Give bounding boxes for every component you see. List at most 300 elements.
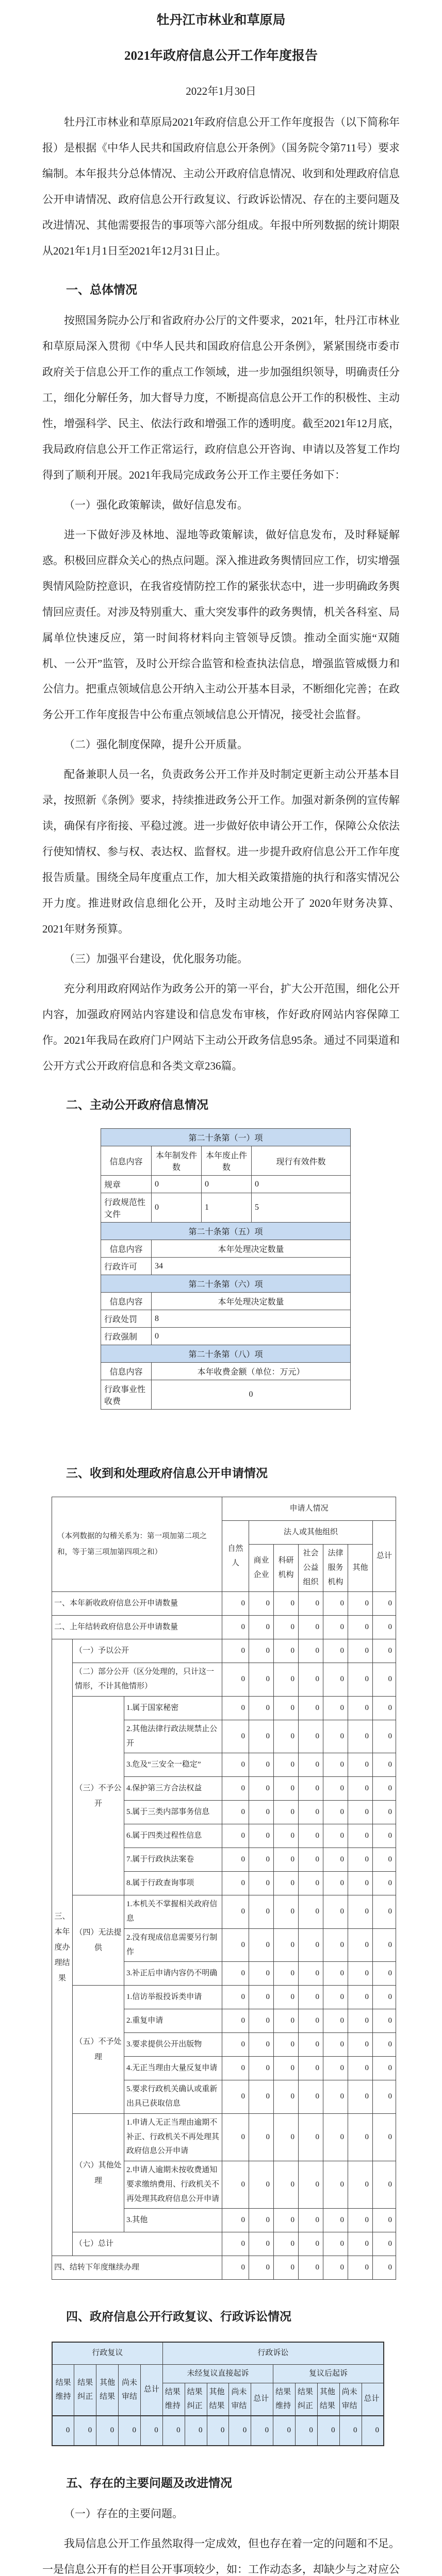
table-value-cell: 0 bbox=[274, 1663, 299, 1697]
table-value-cell: 0 bbox=[222, 2256, 249, 2280]
table-value-cell: 0 bbox=[323, 1777, 348, 1801]
direct-lawsuit-header: 未经复议直接起诉 bbox=[162, 2364, 273, 2383]
table-value-cell: 0 bbox=[323, 1928, 348, 1962]
table-value-cell: 0 bbox=[323, 2113, 348, 2161]
paragraph: 配备兼职人员一名，负责政务公开工作并及时制定更新主动公开基本目录，按照新《条例》要求，持续推进政务公开工作。加强对新条例的宣传解读，确保有序衔接、平稳过渡。进一步做好依申请公开工作，保障公众依法行使知情权、参与权、表达权、监督权。进一步提升政府信息公开工作年度报告质量。围绕全局年度重点工作，加大相关政策措施的执行和落实情况公开力度。推进财政信息细化公开，及时主动地公开了 2020年财务决算、2021年财务预算。 bbox=[42, 768, 400, 936]
column-header: 本年收费金额（单位：万元） bbox=[152, 1363, 351, 1380]
table-value-cell: 0 bbox=[299, 1824, 323, 1848]
row-label: 5.属于三类内部事务信息 bbox=[124, 1801, 222, 1824]
table-value-cell: 0 bbox=[323, 2009, 348, 2033]
table-value-cell: 0 bbox=[299, 2209, 323, 2232]
table-value-cell: 0 bbox=[249, 1663, 274, 1697]
column-header: 信息内容 bbox=[101, 1240, 152, 1258]
column-header: 总计 bbox=[362, 2383, 384, 2416]
table-value-cell: 0 bbox=[348, 1616, 373, 1639]
table-value-cell: 0 bbox=[373, 1801, 396, 1824]
table-value-cell: 0 bbox=[251, 2416, 273, 2446]
column-header: 自然人 bbox=[222, 1521, 249, 1592]
table-value-cell: 0 bbox=[222, 1639, 249, 1663]
column-header: 结果维持 bbox=[52, 2364, 74, 2416]
table-value-cell: 0 bbox=[339, 2416, 362, 2446]
column-header: 现行有效件数 bbox=[252, 1146, 351, 1176]
table-value-cell: 0 bbox=[348, 1720, 373, 1753]
applicant-header: 申请人情况 bbox=[222, 1497, 396, 1521]
paragraph: 充分利用政府网站作为政务公开的第一平台，扩大公开范围，细化公开内容，加强政府网站内容建设和信息发布审核，作好政府网站内容保障工作。2021年我局在政府门户网站下主动公开政务信息95条。通过不同渠道和公开方式公开政府信息和各类文章236篇。 bbox=[42, 982, 400, 1073]
table-band: 第二十条第（一）项 bbox=[101, 1129, 351, 1146]
table-value-cell: 0 bbox=[249, 2232, 274, 2256]
column-header: 尚未审结 bbox=[119, 2364, 141, 2416]
table-value-cell: 0 bbox=[299, 1962, 323, 1986]
table-value-cell: 0 bbox=[348, 1928, 373, 1962]
table-value-cell: 0 bbox=[222, 2080, 249, 2114]
group-label-unavailable: （四）无法提供 bbox=[73, 1895, 124, 1986]
column-header: 法人或其他组织 bbox=[249, 1521, 373, 1545]
table-value-cell: 0 bbox=[249, 1962, 274, 1986]
table-value-cell: 0 bbox=[222, 2113, 249, 2161]
table-value-cell: 1 bbox=[202, 1193, 252, 1223]
table-value-cell: 0 bbox=[152, 1176, 202, 1193]
table-value-cell: 0 bbox=[222, 1753, 249, 1777]
table-value-cell: 0 bbox=[249, 2209, 274, 2232]
table-value-cell: 0 bbox=[373, 1592, 396, 1616]
table-value-cell: 0 bbox=[323, 2209, 348, 2232]
review-header: 行政复议 bbox=[52, 2342, 162, 2365]
table-value-cell: 0 bbox=[323, 1962, 348, 1986]
row-label: 4.无正当理由大量反复申请 bbox=[124, 2057, 222, 2080]
table-value-cell: 0 bbox=[323, 1895, 348, 1929]
table-value-cell: 0 bbox=[299, 1663, 323, 1697]
table-row bbox=[101, 1328, 351, 1345]
paragraph: 按照国务院办公厅和省政府办公厅的文件要求，2021年，牡丹江市林业和草原局深入贯彻《中华人民共和国政府信息公开条例》，紧紧围绕市委市政府关于信息公开工作的重点工作领域，进一步加强组织领导，明确责任分工，细化分解任务，加大督导力度，不断提高信息公开工作的积极性、主动性，增强科学、民主、依法行政和增强工作的透明度。截至2021年12月底，我局政府信息公开工作正常运行，政府信息公开咨询、申请以及答复工作均得到了顺利开展。2021年我局完成政务公开工作主要任务如下： bbox=[42, 314, 400, 481]
table-row bbox=[101, 1193, 351, 1223]
table-value-cell: 0 bbox=[348, 1663, 373, 1697]
intro-paragraph: 牡丹江市林业和草原局2021年政府信息公开工作年度报告（以下简称年报）是根据《中华人民共和国政府信息公开条例》（国务院令第711号）要求编制。本年报共分总体情况、主动公开政府信息情况、收到和处理政府信息公开申请情况、政府信息公开行政复议、行政诉讼情况、存在的主要问题及改进情况、其他需要报告的事项等六部分组成。年报中所列数据的统计期限从2021年1月1日至2021年12月31日止。 bbox=[42, 116, 400, 257]
table-value-cell: 0 bbox=[323, 1696, 348, 1720]
table-value-cell: 0 bbox=[323, 2161, 348, 2209]
table-band: 第二十条第（八）项 bbox=[101, 1345, 351, 1363]
table-value-cell: 0 bbox=[323, 1616, 348, 1639]
table-value-cell: 0 bbox=[323, 1872, 348, 1895]
column-header: 信息内容 bbox=[101, 1293, 152, 1310]
table-value-cell: 0 bbox=[222, 1928, 249, 1962]
column-header: 本年制发件数 bbox=[152, 1146, 202, 1176]
table-value-cell: 0 bbox=[74, 2416, 96, 2446]
column-header: 商业企业 bbox=[249, 1545, 274, 1592]
table-value-cell: 0 bbox=[373, 2057, 396, 2080]
table-value-cell: 0 bbox=[249, 1928, 274, 1962]
table-value-cell: 0 bbox=[299, 1986, 323, 2009]
table-value-cell: 0 bbox=[222, 2057, 249, 2080]
table-value-cell: 0 bbox=[373, 1872, 396, 1895]
table-value-cell: 0 bbox=[299, 1639, 323, 1663]
column-header: 其他结果 bbox=[96, 2364, 119, 2416]
table-value-cell: 0 bbox=[323, 2033, 348, 2057]
column-header: 总计 bbox=[140, 2364, 162, 2416]
table-value-cell: 0 bbox=[373, 1639, 396, 1663]
row-label: 行政许可 bbox=[101, 1258, 152, 1275]
table-value-cell: 0 bbox=[348, 1895, 373, 1929]
table-value-cell: 0 bbox=[299, 1872, 323, 1895]
column-header: 结果纠正 bbox=[295, 2383, 317, 2416]
proactive-disclosure-table bbox=[101, 1128, 351, 1410]
table-value-cell: 0 bbox=[373, 1696, 396, 1720]
table-value-cell: 0 bbox=[323, 1663, 348, 1697]
table-value-cell: 0 bbox=[323, 2256, 348, 2280]
table-value-cell: 0 bbox=[373, 2033, 396, 2057]
table-value-cell: 0 bbox=[317, 2416, 339, 2446]
table-row bbox=[52, 2232, 396, 2256]
table-value-cell: 0 bbox=[299, 2009, 323, 2033]
table-value-cell: 0 bbox=[249, 1777, 274, 1801]
row-label: 2.没有现成信息需要另行制作 bbox=[124, 1928, 222, 1962]
table-value-cell: 0 bbox=[348, 1753, 373, 1777]
table-value-cell: 0 bbox=[274, 1895, 299, 1929]
table-value-cell: 0 bbox=[348, 2161, 373, 2209]
table-value-cell: 8 bbox=[152, 1310, 351, 1328]
table-value-cell: 0 bbox=[222, 1824, 249, 1848]
row-label: 2.其他法律行政法规禁止公开 bbox=[124, 1720, 222, 1753]
sub-heading: （一）存在的主要问题。 bbox=[64, 2507, 183, 2520]
column-header: 本年废止件数 bbox=[202, 1146, 252, 1176]
column-header: 结果纠正 bbox=[185, 2383, 207, 2416]
table-value-cell: 0 bbox=[299, 1801, 323, 1824]
table-value-cell: 0 bbox=[140, 2416, 162, 2446]
table-value-cell: 0 bbox=[274, 1928, 299, 1962]
table-value-cell: 0 bbox=[274, 2033, 299, 2057]
row-label: 1.信访举报投诉类申请 bbox=[124, 1986, 222, 2009]
row-label: 3.补正后申请内容仍不明确 bbox=[124, 1962, 222, 1986]
table-value-cell: 0 bbox=[348, 1801, 373, 1824]
table-value-cell: 0 bbox=[348, 1962, 373, 1986]
table-value-cell: 0 bbox=[348, 1592, 373, 1616]
table-value-cell: 0 bbox=[323, 1801, 348, 1824]
column-header: 社会公益组织 bbox=[299, 1545, 323, 1592]
table-row bbox=[52, 1639, 396, 1663]
after-review-header: 复议后起诉 bbox=[273, 2364, 384, 2383]
table-value-cell: 0 bbox=[274, 1592, 299, 1616]
column-header: 信息内容 bbox=[101, 1363, 152, 1380]
table-value-cell: 0 bbox=[207, 2416, 229, 2446]
paragraph: 我局信息公开工作虽然取得一定成效，但也存在着一定的问题和不足。一是信息公开有的栏目公开事项较少，如：工作动态多，却缺少与之对应公 bbox=[42, 2537, 400, 2575]
table-value-cell: 0 bbox=[373, 2256, 396, 2280]
table-value-cell: 0 bbox=[274, 2009, 299, 2033]
table-row bbox=[101, 1380, 351, 1410]
column-header: 尚未审结 bbox=[339, 2383, 362, 2416]
table-value-cell: 0 bbox=[348, 1639, 373, 1663]
table-value-cell: 0 bbox=[295, 2416, 317, 2446]
table-value-cell: 0 bbox=[222, 1895, 249, 1929]
table-value-cell: 0 bbox=[249, 2033, 274, 2057]
table-value-cell: 0 bbox=[323, 1753, 348, 1777]
sub-heading: （三）加强平台建设，优化服务功能。 bbox=[64, 953, 248, 965]
table-value-cell: 0 bbox=[274, 1848, 299, 1872]
row-label: 2.申请人逾期未按收费通知要求缴纳费用、行政机关不再处理其政府信息公开申请 bbox=[124, 2161, 222, 2209]
table-value-cell: 0 bbox=[249, 1720, 274, 1753]
table-value-cell: 0 bbox=[373, 1895, 396, 1929]
row-label: 1.本机关不掌握相关政府信息 bbox=[124, 1895, 222, 1929]
table-value-cell: 0 bbox=[222, 1616, 249, 1639]
table-value-cell: 0 bbox=[222, 1592, 249, 1616]
row-label: （七）总计 bbox=[73, 2232, 222, 2256]
table-value-cell: 0 bbox=[323, 1720, 348, 1753]
reconciliation-note: （本列数据的勾稽关系为：第一项加第二项之和，等于第三项加第四项之和） bbox=[52, 1497, 222, 1592]
row-label: 6.属于四类过程性信息 bbox=[124, 1824, 222, 1848]
table-value-cell: 0 bbox=[348, 1848, 373, 1872]
table-value-cell: 0 bbox=[249, 2057, 274, 2080]
row-label: 2.重复申请 bbox=[124, 2009, 222, 2033]
section-heading-3: 三、收到和处理政府信息公开申请情况 bbox=[66, 1466, 268, 1480]
table-band: 第二十条第（五）项 bbox=[101, 1223, 351, 1240]
row-label: 规章 bbox=[101, 1176, 152, 1193]
table-value-cell: 0 bbox=[249, 1753, 274, 1777]
table-value-cell: 0 bbox=[274, 2256, 299, 2280]
table-value-cell: 0 bbox=[222, 1848, 249, 1872]
column-header: 总计 bbox=[251, 2383, 273, 2416]
sub-heading: （一）强化政策解读，做好信息发布。 bbox=[64, 498, 248, 511]
table-row bbox=[52, 1663, 396, 1697]
review-lawsuit-table bbox=[52, 2342, 384, 2446]
section-heading-5: 五、存在的主要问题及改进情况 bbox=[66, 2476, 232, 2489]
table-value-cell: 0 bbox=[348, 2256, 373, 2280]
table-value-cell: 0 bbox=[249, 1696, 274, 1720]
table-row bbox=[52, 1696, 396, 1720]
table-value-cell: 0 bbox=[274, 1777, 299, 1801]
table-value-cell: 0 bbox=[299, 1848, 323, 1872]
table-value-cell: 0 bbox=[249, 1592, 274, 1616]
table-value-cell: 0 bbox=[348, 2009, 373, 2033]
table-value-cell: 0 bbox=[373, 1753, 396, 1777]
table-value-cell: 0 bbox=[373, 2113, 396, 2161]
table-band: 第二十条第（六）项 bbox=[101, 1275, 351, 1293]
table-value-cell: 0 bbox=[274, 1801, 299, 1824]
group-label-other: （六）其他处理 bbox=[73, 2113, 124, 2232]
table-value-cell: 0 bbox=[323, 1824, 348, 1848]
table-value-cell: 0 bbox=[299, 1720, 323, 1753]
column-header: 其他结果 bbox=[207, 2383, 229, 2416]
row-label: 行政规范性文件 bbox=[101, 1193, 152, 1223]
group-label-nothandled: （五）不予处理 bbox=[73, 1986, 124, 2114]
table-value-cell: 0 bbox=[222, 1663, 249, 1697]
table-value-cell: 0 bbox=[348, 2080, 373, 2114]
table-value-cell: 0 bbox=[348, 2232, 373, 2256]
column-header: 尚未审结 bbox=[229, 2383, 251, 2416]
table-value-cell: 0 bbox=[323, 2232, 348, 2256]
table-value-cell: 0 bbox=[323, 1986, 348, 2009]
section-heading-2: 二、主动公开政府信息情况 bbox=[66, 1098, 208, 1111]
table-value-cell: 0 bbox=[348, 2033, 373, 2057]
section-heading-1: 一、总体情况 bbox=[66, 282, 137, 296]
table-value-cell: 0 bbox=[222, 1720, 249, 1753]
table-value-cell: 0 bbox=[274, 1962, 299, 1986]
row-label: 7.属于行政执法案卷 bbox=[124, 1848, 222, 1872]
table-value-cell: 0 bbox=[274, 2080, 299, 2114]
column-header: 本年处理决定数量 bbox=[152, 1293, 351, 1310]
column-header: 科研机构 bbox=[274, 1545, 299, 1592]
table-value-cell: 0 bbox=[249, 1824, 274, 1848]
table-value-cell: 0 bbox=[252, 1176, 351, 1193]
table-row bbox=[52, 2113, 396, 2161]
table-value-cell: 0 bbox=[348, 1777, 373, 1801]
table-value-cell: 0 bbox=[373, 1663, 396, 1697]
row-label: 5.要求行政机关确认或重新出具已获取信息 bbox=[124, 2080, 222, 2114]
column-header: 结果维持 bbox=[273, 2383, 296, 2416]
column-header: 信息内容 bbox=[101, 1146, 152, 1176]
table-value-cell: 0 bbox=[299, 2033, 323, 2057]
column-header: 总计 bbox=[373, 1521, 396, 1592]
table-value-cell: 0 bbox=[274, 2161, 299, 2209]
table-value-cell: 0 bbox=[274, 1824, 299, 1848]
table-value-cell: 0 bbox=[373, 1824, 396, 1848]
column-header: 其他结果 bbox=[317, 2383, 339, 2416]
table-value-cell: 0 bbox=[299, 1777, 323, 1801]
table-value-cell: 0 bbox=[299, 2057, 323, 2080]
table-value-cell: 0 bbox=[348, 2113, 373, 2161]
table-value-cell: 0 bbox=[373, 1928, 396, 1962]
table-value-cell: 0 bbox=[299, 1753, 323, 1777]
table-row bbox=[101, 1176, 351, 1193]
table-value-cell: 0 bbox=[373, 1616, 396, 1639]
row-label: 4.保护第三方合法权益 bbox=[124, 1777, 222, 1801]
row-label: 1.申请人无正当理由逾期不补正、行政机关不再处理其政府信息公开申请 bbox=[124, 2113, 222, 2161]
table-value-cell: 0 bbox=[299, 1592, 323, 1616]
row-label: 3.要求提供公开出版物 bbox=[124, 2033, 222, 2057]
table-value-cell: 0 bbox=[274, 2113, 299, 2161]
table-row bbox=[52, 2416, 384, 2446]
row-label: 一、本年新收政府信息公开申请数量 bbox=[52, 1592, 222, 1616]
document-subtitle: 2021年政府信息公开工作年度报告 bbox=[124, 48, 318, 63]
group-label-results: 三、本年度办理结果 bbox=[52, 1639, 73, 2256]
table-value-cell: 0 bbox=[348, 2057, 373, 2080]
table-value-cell: 0 bbox=[348, 2209, 373, 2232]
table-value-cell: 0 bbox=[249, 2009, 274, 2033]
table-value-cell: 0 bbox=[152, 1380, 351, 1410]
row-label: 3.其他 bbox=[124, 2209, 222, 2232]
table-value-cell: 0 bbox=[249, 2080, 274, 2114]
paragraph: 进一下做好涉及林地、湿地等政策解读，做好信息发布，及时释疑解惑。积极回应群众关心的热点问题。深入推进政务舆情回应工作，切实增强舆情风险防控意识，在我省疫情防控工作的紧张状态中，进一步明确政务舆情回应责任。对涉及特别重大、重大突发事件的政务舆情，机关各科室、局属单位快速反应，第一时间将材料向主管领导反馈。推动全面实施“双随机、一公开”监管，及时公开综合监管和检查执法信息，增强监管威慑力和公信力。把重点领域信息公开纳入主动公开基本目录，不断细化完善；在政务公开工作年度报告中公布重点领域信息公开情况，接受社会监督。 bbox=[42, 528, 400, 721]
table-value-cell: 0 bbox=[249, 1872, 274, 1895]
table-value-cell: 0 bbox=[299, 1616, 323, 1639]
row-label: 8.属于行政查询事项 bbox=[124, 1872, 222, 1895]
table-value-cell: 0 bbox=[222, 1986, 249, 2009]
table-value-cell: 5 bbox=[252, 1193, 351, 1223]
row-label: 四、结转下年度继续办理 bbox=[52, 2256, 222, 2280]
table-value-cell: 0 bbox=[249, 1895, 274, 1929]
section-heading-4: 四、政府信息公开行政复议、行政诉讼情况 bbox=[66, 2310, 291, 2324]
row-label: 行政事业性收费 bbox=[101, 1380, 152, 1410]
table-value-cell: 0 bbox=[299, 2161, 323, 2209]
table-value-cell: 0 bbox=[348, 1986, 373, 2009]
table-value-cell: 0 bbox=[229, 2416, 251, 2446]
table-value-cell: 0 bbox=[373, 1720, 396, 1753]
table-value-cell: 0 bbox=[222, 1777, 249, 1801]
table-value-cell: 0 bbox=[249, 1616, 274, 1639]
column-header: 结果维持 bbox=[162, 2383, 185, 2416]
column-header: 本年处理决定数量 bbox=[152, 1240, 351, 1258]
table-value-cell: 0 bbox=[222, 1801, 249, 1824]
table-value-cell: 0 bbox=[299, 1895, 323, 1929]
table-value-cell: 0 bbox=[222, 2033, 249, 2057]
table-value-cell: 0 bbox=[323, 1848, 348, 1872]
applications-table bbox=[52, 1497, 396, 2280]
table-value-cell: 0 bbox=[373, 2009, 396, 2033]
table-value-cell: 0 bbox=[249, 2161, 274, 2209]
row-label: （一）予以公开 bbox=[73, 1639, 222, 1663]
table-value-cell: 0 bbox=[274, 1696, 299, 1720]
table-value-cell: 0 bbox=[323, 1592, 348, 1616]
row-label: 行政强制 bbox=[101, 1328, 152, 1345]
table-row bbox=[52, 2256, 396, 2280]
column-header: 其他 bbox=[348, 1545, 373, 1592]
table-value-cell: 0 bbox=[249, 2256, 274, 2280]
sub-heading: （二）强化制度保障，提升公开质量。 bbox=[64, 738, 248, 751]
table-row bbox=[101, 1310, 351, 1328]
lawsuit-header: 行政诉讼 bbox=[162, 2342, 384, 2365]
table-value-cell: 0 bbox=[222, 1696, 249, 1720]
table-row bbox=[101, 1258, 351, 1275]
table-value-cell: 0 bbox=[323, 1639, 348, 1663]
row-label: 行政处罚 bbox=[101, 1310, 152, 1328]
table-value-cell: 0 bbox=[323, 2057, 348, 2080]
table-value-cell: 0 bbox=[274, 1986, 299, 2009]
table-value-cell: 0 bbox=[348, 1696, 373, 1720]
table-value-cell: 0 bbox=[299, 1928, 323, 1962]
table-value-cell: 0 bbox=[274, 1753, 299, 1777]
row-label: 3.危及“三安全一稳定” bbox=[124, 1753, 222, 1777]
document-title: 牡丹江市林业和草原局 bbox=[156, 13, 286, 27]
column-header: 结果纠正 bbox=[74, 2364, 96, 2416]
table-value-cell: 0 bbox=[152, 1328, 351, 1345]
table-value-cell: 0 bbox=[373, 2161, 396, 2209]
table-value-cell: 0 bbox=[249, 1639, 274, 1663]
table-value-cell: 0 bbox=[373, 2080, 396, 2114]
table-value-cell: 0 bbox=[373, 1962, 396, 1986]
table-value-cell: 0 bbox=[274, 1639, 299, 1663]
table-value-cell: 0 bbox=[52, 2416, 74, 2446]
table-value-cell: 0 bbox=[222, 2161, 249, 2209]
table-value-cell: 0 bbox=[274, 2209, 299, 2232]
table-value-cell: 0 bbox=[348, 1872, 373, 1895]
table-value-cell: 0 bbox=[96, 2416, 119, 2446]
table-value-cell: 0 bbox=[274, 2232, 299, 2256]
table-value-cell: 0 bbox=[273, 2416, 296, 2446]
table-value-cell: 0 bbox=[299, 2256, 323, 2280]
table-value-cell: 0 bbox=[299, 2080, 323, 2114]
table-value-cell: 0 bbox=[249, 2113, 274, 2161]
group-label-refused: （三）不予公开 bbox=[73, 1696, 124, 1895]
column-header: 法律服务机构 bbox=[323, 1545, 348, 1592]
table-value-cell: 0 bbox=[362, 2416, 384, 2446]
table-value-cell: 0 bbox=[119, 2416, 141, 2446]
table-row bbox=[52, 1895, 396, 1929]
table-row bbox=[52, 1616, 396, 1639]
table-value-cell: 0 bbox=[222, 2232, 249, 2256]
table-value-cell: 0 bbox=[274, 1872, 299, 1895]
table-value-cell: 0 bbox=[249, 1801, 274, 1824]
table-value-cell: 0 bbox=[249, 1848, 274, 1872]
table-value-cell: 0 bbox=[152, 1193, 202, 1223]
table-value-cell: 0 bbox=[348, 1824, 373, 1848]
table-value-cell: 34 bbox=[152, 1258, 351, 1275]
table-value-cell: 0 bbox=[222, 1872, 249, 1895]
table-value-cell: 0 bbox=[222, 2209, 249, 2232]
table-value-cell: 0 bbox=[373, 1986, 396, 2009]
table-row bbox=[52, 1592, 396, 1616]
row-label: （二）部分公开（区分处理的，只计这一情形，不计其他情形） bbox=[73, 1663, 222, 1697]
table-value-cell: 0 bbox=[274, 2057, 299, 2080]
table-value-cell: 0 bbox=[222, 2009, 249, 2033]
table-value-cell: 0 bbox=[162, 2416, 185, 2446]
table-value-cell: 0 bbox=[299, 2232, 323, 2256]
